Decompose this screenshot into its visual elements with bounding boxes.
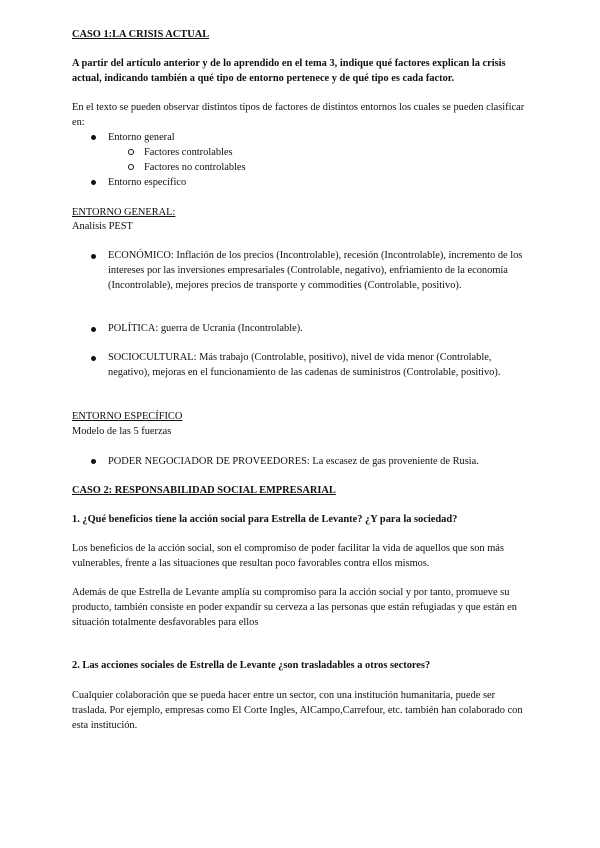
answer-1-paragraph-1: Los beneficios de la acción social, son el compromiso de poder facilitar la vida de aquellos que son más vulnerables, frente a las situaciones que resultan poco favorables contra ellos mismos. [72, 543, 504, 569]
sub-bullet-icon [128, 164, 134, 170]
general-subtitle: Analisis PEST [72, 221, 133, 232]
sociocultural-item [108, 350, 528, 380]
answer-2-paragraph: Cualquier colaboración que se pueda hacer entre un sector, con una institución humanitaria, puede ser traslada. Por ejemplo, empresas como El Corte Ingles, AlCampo,Carrefour, etc. también han colaborado con esta institución. [72, 690, 523, 731]
economic-item [108, 248, 528, 293]
case2-question-1: 1. ¿Qué beneficios tiene la acción social para Estrella de Levante? ¿Y para la sociedad? [72, 514, 458, 525]
political-item [108, 321, 528, 336]
bullet-icon [91, 135, 96, 140]
economic-label: ECONÓMICO: [108, 250, 174, 261]
economic-text: Inflación de los precios (Incontrolable), recesión (Incontrolable), incremento de los intereses por las inversiones empresariales (Controlable, negativo), enfriamiento de la economía (Incontrolable), mejores precios de transporte y commodities (Controlable, positivo). [108, 250, 523, 291]
answer-1-paragraph-2: Además de que Estrella de Levante amplía su compromiso para la acción social y por tanto, promueve su producto, también consiste en poder expandir su cerveza a las personas que están refugiadas y que están en situación totalmente desfavorables para ellos [72, 587, 517, 628]
list-item-specific: Entorno específico [108, 177, 187, 188]
list-item-controllable: Factores controlables [144, 147, 233, 158]
case1-question: A partir del artículo anterior y de lo aprendido en el tema 3, indique qué factores explican la crisis actual, indicando también a qué tipo de entorno pertenece y de qué tipo es cada factor. [72, 58, 506, 84]
list-item-general: Entorno general [108, 132, 175, 143]
general-heading: ENTORNO GENERAL: [72, 207, 176, 218]
bullet-icon [91, 459, 96, 464]
specific-heading: ENTORNO ESPECÍFICO [72, 411, 183, 422]
case1-title: CASO 1:LA CRISIS ACTUAL [72, 29, 210, 40]
bullet-icon [91, 327, 96, 332]
case2-title: CASO 2: RESPONSABILIDAD SOCIAL EMPRESARIAL [72, 485, 336, 496]
bullet-icon [91, 180, 96, 185]
case1-intro: En el texto se pueden observar distintos tipos de factores de distintos entornos los cuales se pueden clasificar en: [72, 102, 525, 128]
case2-question-2: 2. Las acciones sociales de Estrella de Levante ¿son trasladables a otros sectores? [72, 660, 431, 671]
specific-subtitle: Modelo de las 5 fuerzas [72, 426, 172, 437]
sociocultural-text: Más trabajo (Controlable, positivo), nivel de vida menor (Controlable, negativo), mejoras en el funcionamiento de las cadenas de suministros (Controlable, positivo). [108, 352, 501, 378]
bullet-icon [91, 254, 96, 259]
bullet-icon [91, 356, 96, 361]
sociocultural-label: SOCIOCULTURAL: [108, 352, 197, 363]
sub-bullet-icon [128, 149, 134, 155]
political-text: guerra de Ucrania (Incontrolable). [160, 323, 303, 334]
supplier-label: PODER NEGOCIADOR DE PROVEEDORES: [108, 456, 310, 467]
supplier-item [108, 454, 528, 469]
list-item-uncontrollable: Factores no controlables [144, 162, 246, 173]
supplier-text: La escasez de gas proveniente de Rusia. [312, 456, 479, 467]
political-label: POLÍTICA: [108, 323, 159, 334]
